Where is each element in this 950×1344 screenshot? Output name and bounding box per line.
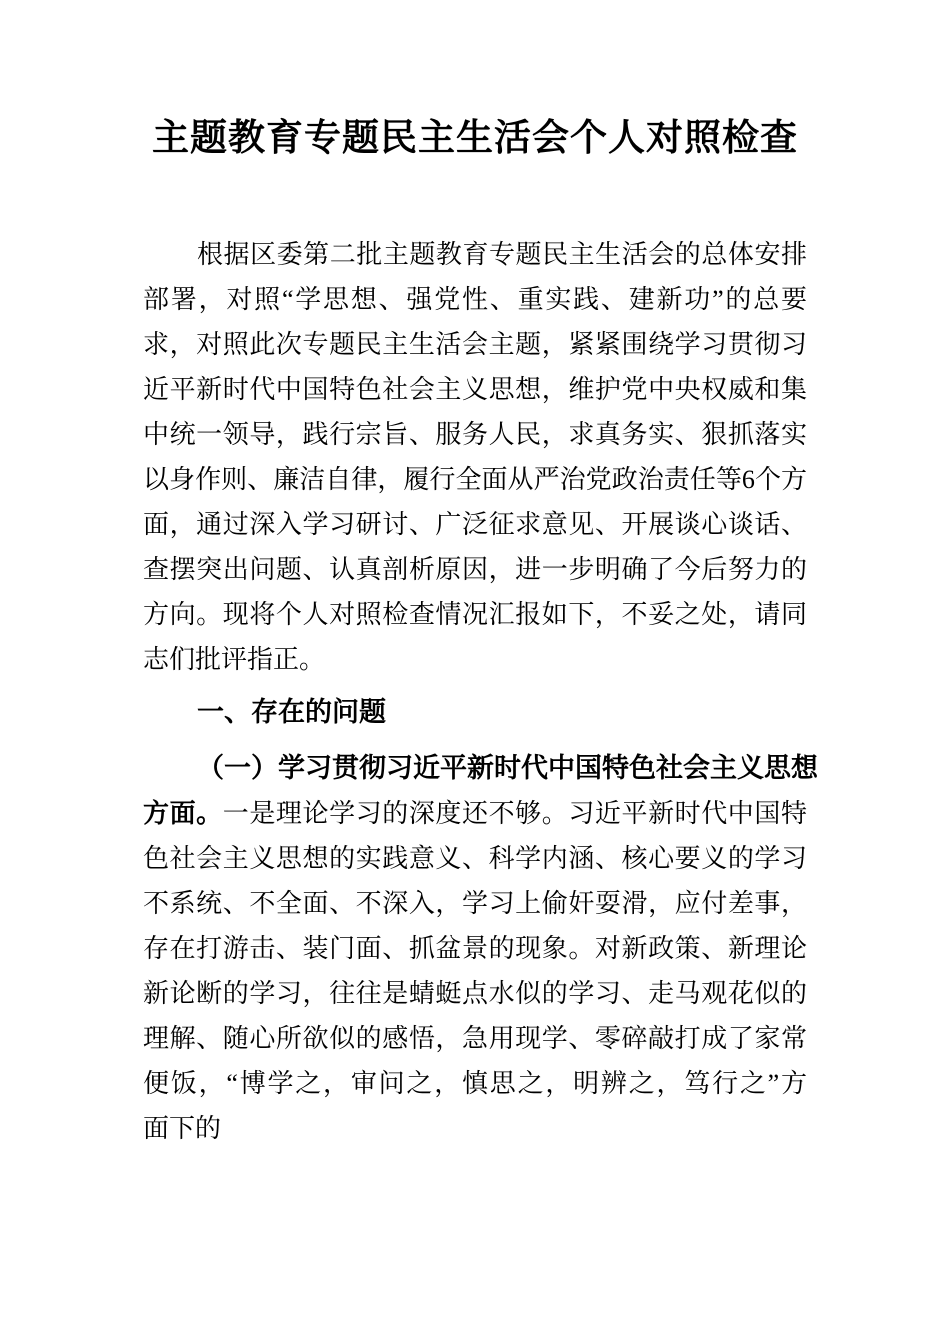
subsection-heading-1-1: （一）学习贯彻习近平新时代中国特色社会主义思想 [197, 753, 818, 783]
paragraph-line: 部署，对照“学思想、强党性、重实践、建新功”的总要 [143, 285, 807, 314]
paragraph-line: 根据区委第二批主题教育专题民主生活会的总体安排 [197, 240, 807, 269]
paragraph-line: 志们批评指正。 [143, 645, 326, 674]
paragraph-line-mixed [143, 791, 807, 836]
paragraph-line: 方向。现将个人对照检查情况汇报如下，不妥之处，请同 [143, 600, 807, 629]
paragraph-line: 中统一领导，践行宗旨、服务人民，求真务实、狠抓落实 [143, 420, 807, 449]
paragraph-line: 面下的 [143, 1114, 222, 1143]
paragraph-line: 不系统、不全面、不深入，学习上偷奸耍滑，应付差事， [143, 889, 807, 918]
paragraph-line: 新论断的学习，往往是蜻蜓点水似的学习、走马观花似的 [143, 979, 807, 1008]
paragraph-line: 存在打游击、装门面、抓盆景的现象。对新政策、新理论 [143, 934, 807, 963]
section-heading-1: 一、存在的问题 [197, 697, 386, 727]
paragraph-line: 近平新时代中国特色社会主义思想，维护党中央权威和集 [143, 375, 807, 404]
paragraph-line: 便饭，“博学之，审问之，慎思之，明辨之，笃行之”方 [143, 1069, 807, 1098]
paragraph-line: 求，对照此次专题民主生活会主题，紧紧围绕学习贯彻习 [143, 330, 807, 359]
document-title: 主题教育专题民主生活会个人对照检查 [152, 117, 798, 158]
paragraph-line: 面，通过深入学习研讨、广泛征求意见、开展谈心谈话、 [143, 510, 807, 539]
paragraph-line: 查摆突出问题、认真剖析原因，进一步明确了今后努力的 [143, 555, 807, 584]
subsection-heading-runover: 方面。 [143, 798, 223, 828]
paragraph-line: 色社会主义思想的实践意义、科学内涵、核心要义的学习 [143, 844, 807, 873]
document-body [143, 232, 818, 1151]
paragraph-line: 理解、随心所欲似的感悟，急用现学、零碎敲打成了家常 [143, 1024, 807, 1053]
paragraph-line: 以身作则、廉洁自律，履行全面从严治党政治责任等6个方 [143, 465, 807, 494]
paragraph-text: 一是理论学习的深度还不够。习近平新时代中国特 [222, 799, 807, 828]
